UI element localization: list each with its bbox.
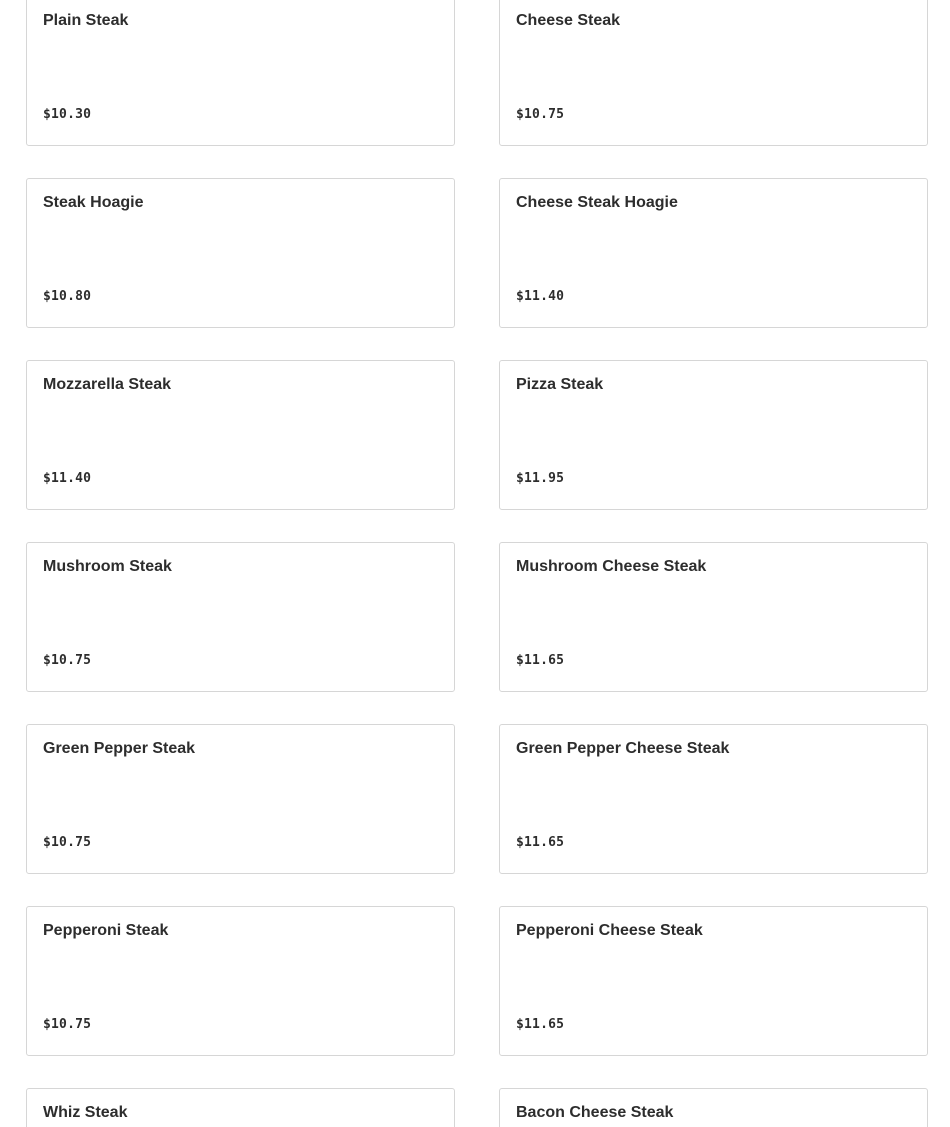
item-name: Mozzarella Steak xyxy=(43,376,172,393)
menu-item-card[interactable] xyxy=(499,542,928,692)
item-price: $11.40 xyxy=(516,289,565,304)
item-name: Bacon Cheese Steak xyxy=(516,1104,674,1121)
menu-item-card[interactable] xyxy=(26,1088,455,1127)
item-name: Pizza Steak xyxy=(516,376,604,393)
item-name: Pepperoni Steak xyxy=(43,922,169,939)
item-name: Steak Hoagie xyxy=(43,194,144,211)
item-name: Whiz Steak xyxy=(43,1104,128,1121)
item-price: $10.75 xyxy=(43,835,92,850)
menu-item-card[interactable] xyxy=(26,542,455,692)
menu-item-card[interactable] xyxy=(26,906,455,1056)
item-name: Cheese Steak xyxy=(516,12,621,29)
item-name: Mushroom Cheese Steak xyxy=(516,558,707,575)
item-price: $10.30 xyxy=(43,107,92,122)
menu-item-card[interactable] xyxy=(26,360,455,510)
item-name: Mushroom Steak xyxy=(43,558,172,575)
item-name: Cheese Steak Hoagie xyxy=(516,194,678,211)
menu-item-card[interactable] xyxy=(499,0,928,146)
item-name: Plain Steak xyxy=(43,12,129,29)
item-name: Pepperoni Cheese Steak xyxy=(516,922,703,939)
item-price: $10.75 xyxy=(516,107,565,122)
menu-item-card[interactable] xyxy=(499,724,928,874)
item-price: $11.40 xyxy=(43,471,92,486)
item-price: $10.80 xyxy=(43,289,92,304)
menu-item-card[interactable] xyxy=(499,178,928,328)
item-name: Green Pepper Cheese Steak xyxy=(516,740,730,757)
item-name: Green Pepper Steak xyxy=(43,740,196,757)
item-price: $11.65 xyxy=(516,653,565,668)
item-price: $11.65 xyxy=(516,835,565,850)
menu-item-card[interactable] xyxy=(26,724,455,874)
menu-item-card[interactable] xyxy=(26,0,455,146)
menu-item-card[interactable] xyxy=(499,1088,928,1127)
item-price: $10.75 xyxy=(43,1017,92,1032)
menu-item-card[interactable] xyxy=(26,178,455,328)
item-price: $11.65 xyxy=(516,1017,565,1032)
menu-item-card[interactable] xyxy=(499,360,928,510)
item-price: $11.95 xyxy=(516,471,565,486)
item-price: $10.75 xyxy=(43,653,92,668)
menu-item-card[interactable] xyxy=(499,906,928,1056)
